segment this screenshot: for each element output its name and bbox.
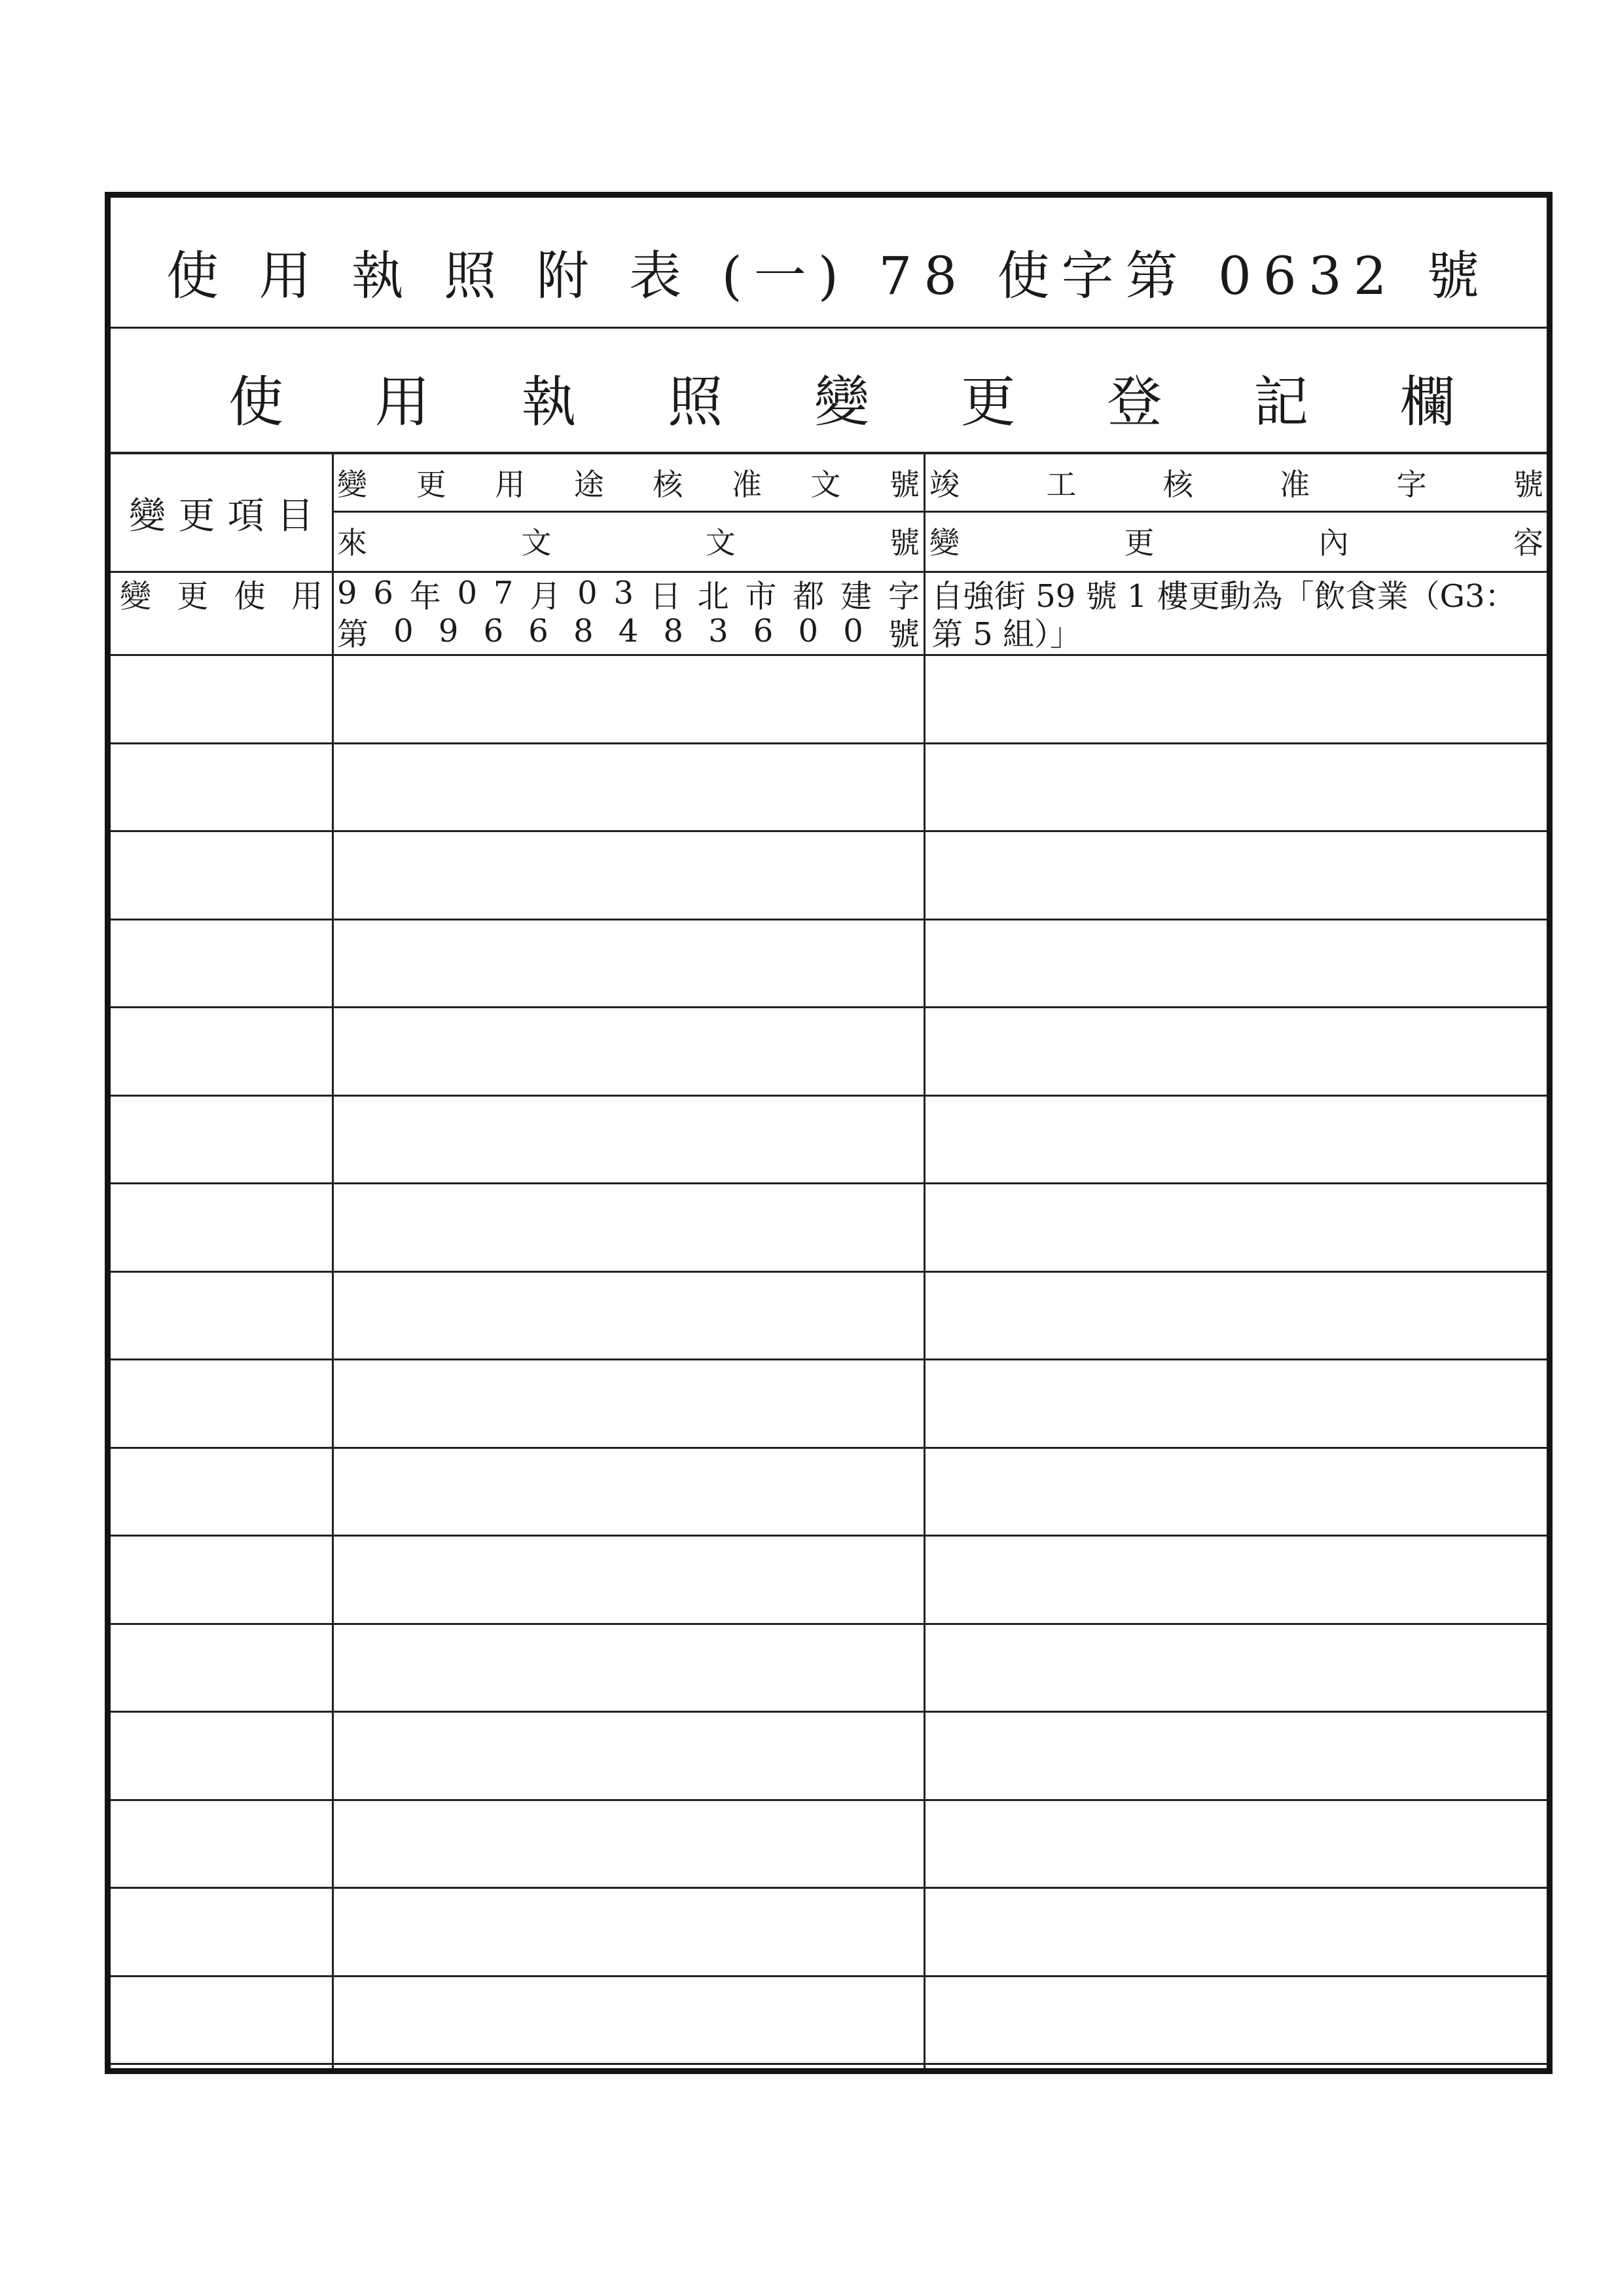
row-rule xyxy=(111,1447,1547,1449)
row-rule xyxy=(111,1271,1547,1273)
row-rule xyxy=(111,1535,1547,1537)
document-title: 使 用 執 照 附 表 (一) 78 使字第 0632 號 xyxy=(166,246,1492,306)
section-heading-char: 記 xyxy=(1253,370,1309,434)
header-completion-char: 准 xyxy=(1280,466,1310,502)
entry-approval-line2 xyxy=(333,611,924,651)
header-approval-char: 途 xyxy=(573,466,604,502)
header-approval-char: 更 xyxy=(416,466,446,502)
row-rule xyxy=(111,1711,1547,1713)
register-grid xyxy=(111,454,1547,2068)
entry-approval1-char: 北 xyxy=(697,577,729,615)
row-rule xyxy=(111,1799,1547,1801)
header-approval-char: 號 xyxy=(889,466,920,502)
entry-approval-line1 xyxy=(333,574,924,613)
entry-approval2-char: 第 xyxy=(337,615,369,653)
column-divider-1 xyxy=(332,454,334,2068)
usage-permit-change-table xyxy=(105,192,1553,2074)
entry-approval1-char: 都 xyxy=(793,577,825,615)
entry-approval1-char: 日 xyxy=(649,577,681,615)
column-divider-2 xyxy=(924,454,926,2068)
row-rule xyxy=(111,1182,1547,1184)
entry-item-char: 更 xyxy=(177,577,209,615)
entry-content-line2: 第 5 組）」 xyxy=(931,615,1082,653)
entry-approval1-char: 0 xyxy=(457,575,478,611)
row-rule xyxy=(111,654,1547,656)
header-approval-char: 用 xyxy=(495,466,526,502)
entry-approval1-char: 3 xyxy=(613,575,634,611)
row-rule xyxy=(111,1358,1547,1360)
header-approval-char: 文 xyxy=(810,466,841,502)
header-content-char: 容 xyxy=(1513,525,1543,560)
entry-approval2-char: 號 xyxy=(888,615,920,653)
section-heading-char: 用 xyxy=(374,370,430,434)
entry-content-line1: 自強街 59 號 1 樓更動為「飲食業（G3： xyxy=(931,577,1517,615)
header-item-char: 項 xyxy=(227,495,264,538)
row-rule xyxy=(111,1623,1547,1625)
row-rule xyxy=(111,1975,1547,1977)
row-rule xyxy=(111,2063,1547,2065)
entry-approval1-char: 年 xyxy=(409,577,441,615)
row-rule xyxy=(111,919,1547,920)
entry-approval1-char: 市 xyxy=(745,577,777,615)
entry-item xyxy=(111,574,332,613)
entry-item-char: 變 xyxy=(120,577,152,615)
header-item-char: 更 xyxy=(178,495,215,538)
header-completion-char: 核 xyxy=(1162,466,1193,502)
section-heading-char: 使 xyxy=(228,370,284,434)
header-item-label xyxy=(111,454,332,572)
entry-approval2-char: 3 xyxy=(708,613,728,649)
entry-approval2-char: 8 xyxy=(573,613,594,649)
header-item-char: 目 xyxy=(276,495,314,538)
section-heading-char: 欄 xyxy=(1399,370,1455,434)
entry-approval1-char: 0 xyxy=(577,575,598,611)
entry-approval1-char: 6 xyxy=(373,575,393,611)
header-incoming-doc-label xyxy=(333,512,924,570)
header-incoming-char: 號 xyxy=(889,525,920,560)
header-change-content-label xyxy=(926,512,1547,570)
row-rule xyxy=(111,1887,1547,1889)
row-rule xyxy=(111,830,1547,832)
entry-item-char: 用 xyxy=(291,577,323,615)
entry-approval2-char: 6 xyxy=(528,613,548,649)
section-heading-char: 執 xyxy=(521,370,577,434)
header-approval-doc-label xyxy=(333,454,924,510)
section-heading-char: 更 xyxy=(960,370,1016,434)
entry-approval2-char: 0 xyxy=(843,613,863,649)
entry-approval1-char: 月 xyxy=(530,577,562,615)
header-completion-char: 號 xyxy=(1513,466,1543,502)
subtitle-band xyxy=(111,329,1547,454)
section-heading-char: 登 xyxy=(1107,370,1162,434)
header-approval-char: 准 xyxy=(731,466,762,502)
entry-approval1-char: 9 xyxy=(337,575,357,611)
header-incoming-char: 來 xyxy=(337,525,367,560)
entry-approval2-char: 0 xyxy=(798,613,819,649)
entry-approval2-char: 6 xyxy=(483,613,504,649)
entry-approval1-char: 7 xyxy=(493,575,514,611)
row-rule xyxy=(111,742,1547,744)
title-band xyxy=(111,198,1547,329)
row-rule xyxy=(111,1095,1547,1097)
header-completion-label xyxy=(926,454,1547,510)
header-approval-char: 變 xyxy=(337,466,367,502)
row-rule xyxy=(111,1006,1547,1008)
header-completion-char: 字 xyxy=(1396,466,1427,502)
header-content-char: 更 xyxy=(1124,525,1155,560)
header-approval-char: 核 xyxy=(653,466,683,502)
entry-approval2-char: 8 xyxy=(663,613,683,649)
entry-approval1-char: 字 xyxy=(888,577,920,615)
entry-approval2-char: 0 xyxy=(393,613,414,649)
header-content-char: 內 xyxy=(1318,525,1349,560)
entry-approval2-char: 9 xyxy=(438,613,459,649)
section-heading-char: 變 xyxy=(814,370,869,434)
entry-item-char: 使 xyxy=(234,577,266,615)
entry-approval2-char: 4 xyxy=(618,613,639,649)
header-completion-char: 工 xyxy=(1046,466,1077,502)
entry-approval1-char: 建 xyxy=(840,577,872,615)
header-incoming-char: 文 xyxy=(705,525,736,560)
section-heading xyxy=(228,358,1455,437)
header-incoming-char: 文 xyxy=(521,525,552,560)
section-heading-char: 照 xyxy=(668,370,723,434)
header-content-char: 變 xyxy=(929,525,960,560)
header-item-char: 變 xyxy=(129,495,166,538)
header-completion-char: 竣 xyxy=(929,466,960,502)
entry-approval2-char: 6 xyxy=(753,613,774,649)
